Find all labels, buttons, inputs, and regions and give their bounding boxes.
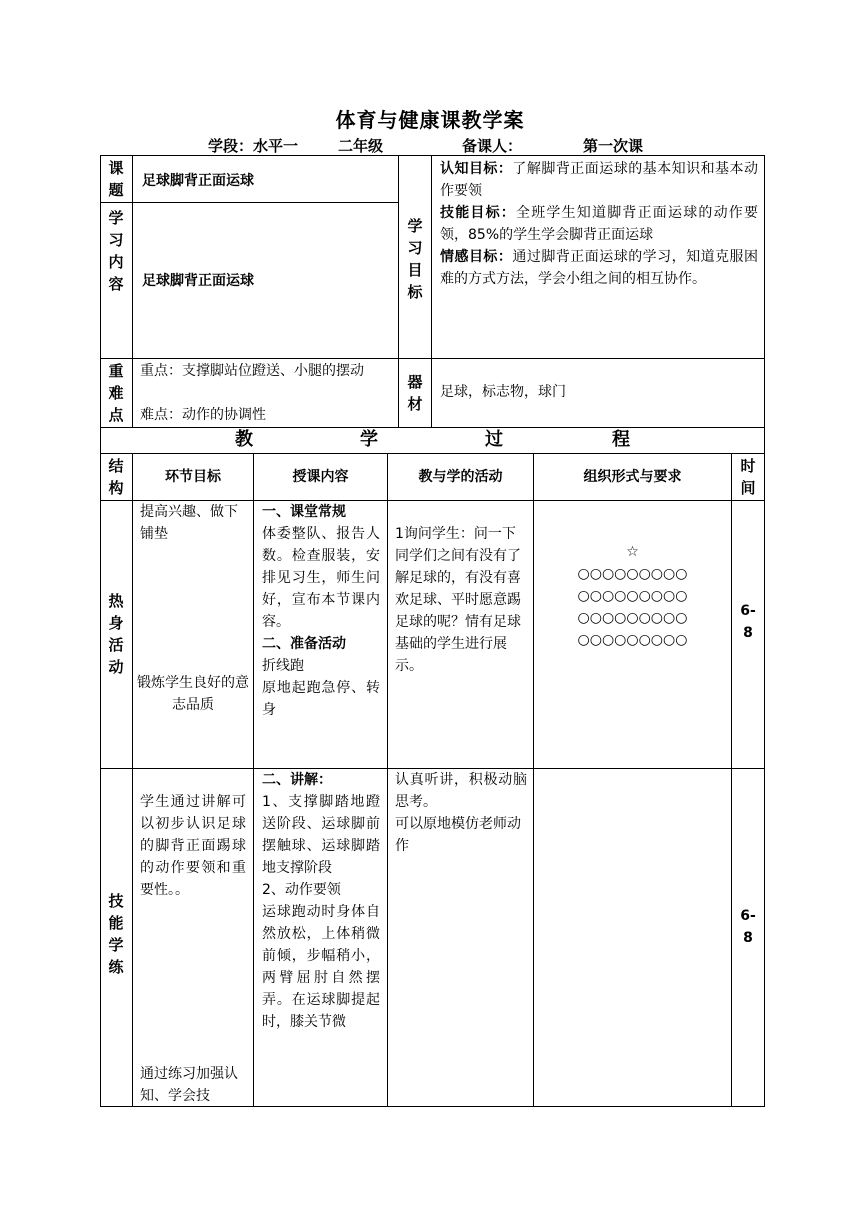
row2-goal-1: 学生通过讲解可以初步认识足球的脚背正面踢球的动作要领和重要性。。 <box>140 794 246 898</box>
col-content: 授课内容 <box>292 469 349 485</box>
process-title-2: 学 <box>360 429 378 450</box>
row2-goal-2: 通过练习加强认知、学会技 <box>140 1066 238 1104</box>
row2-content <box>262 769 380 1033</box>
topic-label: 课题 <box>108 159 124 199</box>
goal-skill: 技能目标：全班学生知道脚背正面运球的动作要领，85%的学生学会脚背正面运球 <box>440 205 758 243</box>
col-structure: 结构 <box>108 457 124 497</box>
row2-time: 6-8 <box>740 908 756 946</box>
row2-content-para-3: 运球跑动时身体自然放松，上体稍微前倾，步幅稍小，两臂屈肘自然摆弄。在运球脚提起时，膝关节微 <box>262 904 380 1030</box>
goal-emotion: 情感目标：通过脚背正面运球的学习，知道克服困难的方式方法，学会小组之间的相互协作。 <box>440 249 759 287</box>
row1-activity: 1询问学生：问一下同学们之间有没有了解足球的，有没有喜欢足球、平时愿意踢足球的呢？情有足球基础的学生进行展示。 <box>395 526 521 674</box>
goal-cognitive: 认知目标：了解脚背正面运球的基本知识和基本动作要领 <box>440 161 759 199</box>
goals-label: 学习目标 <box>407 217 423 301</box>
subtitle-stage: 学段：水平一 <box>208 137 299 155</box>
row1-goal-2: 锻炼学生良好的意志品质 <box>137 675 249 713</box>
process-title-row <box>100 427 765 454</box>
col-goal: 环节目标 <box>165 469 221 485</box>
subtitle-grade: 二年级 <box>338 137 384 155</box>
topic-value: 足球脚背正面运球 <box>142 173 254 189</box>
process-title-4: 程 <box>612 429 630 450</box>
row1-content-heading-2: 二、准备活动 <box>262 636 346 652</box>
keypoint-label: 重难点 <box>108 362 124 424</box>
formation-row-1: ○○○○○○○○○ <box>577 566 688 582</box>
formation-row-2: ○○○○○○○○○ <box>577 588 688 604</box>
content-label: 学习内容 <box>108 209 124 293</box>
row1-content-para-2b: 原地起跑急停、转身 <box>262 680 380 718</box>
content-value: 足球脚背正面运球 <box>142 273 254 289</box>
row1-content <box>262 501 380 721</box>
row1-content-heading-1: 一、课堂常规 <box>262 504 346 520</box>
formation-row-4: ○○○○○○○○○ <box>577 632 688 648</box>
row2-content-para-1: 1、支撑脚踏地蹬送阶段、运球脚前摆触球、运球脚踏地支撑阶段 <box>262 794 380 876</box>
page-title: 体育与健康课教学案 <box>335 108 525 132</box>
subtitle-preparer: 备课人： <box>462 137 523 155</box>
equipment-label: 器材 <box>407 373 423 413</box>
formation-row-3: ○○○○○○○○○ <box>577 610 688 626</box>
star-icon: ☆ <box>626 544 639 560</box>
process-title-3: 过 <box>485 429 503 450</box>
row1-structure: 热身活动 <box>108 592 124 676</box>
goals-list <box>440 158 758 290</box>
row1-time: 6-8 <box>740 603 756 641</box>
row2-structure: 技能学练 <box>108 892 124 976</box>
row1-content-para-2a: 折线跑 <box>262 658 304 674</box>
keypoint-text: 重点：支撑脚站位蹬送、小腿的摆动 <box>140 363 364 379</box>
equipment-value: 足球，标志物，球门 <box>440 384 566 400</box>
row2-content-heading-1: 二、讲解： <box>262 772 332 788</box>
col-activity: 教与学的活动 <box>418 469 503 485</box>
row2-activity: 认真听讲，积极动脑思考。 可以原地模仿老师动作 <box>395 772 527 854</box>
subtitle-lesson: 第一次课 <box>583 137 644 155</box>
col-time: 时间 <box>740 457 756 497</box>
col-organization: 组织形式与要求 <box>583 469 682 485</box>
process-title-1: 教 <box>235 429 253 450</box>
difficulty-text: 难点：动作的协调性 <box>140 407 266 423</box>
row1-organization <box>534 541 731 651</box>
row2-content-para-2: 2、动作要领 <box>262 882 341 898</box>
row1-content-para-1: 体委整队、报告人数。检查服装，安排见习生，师生问好，宣布本节课内容。 <box>262 526 380 630</box>
row1-goal-1: 提高兴趣、做下铺垫 <box>140 504 238 542</box>
